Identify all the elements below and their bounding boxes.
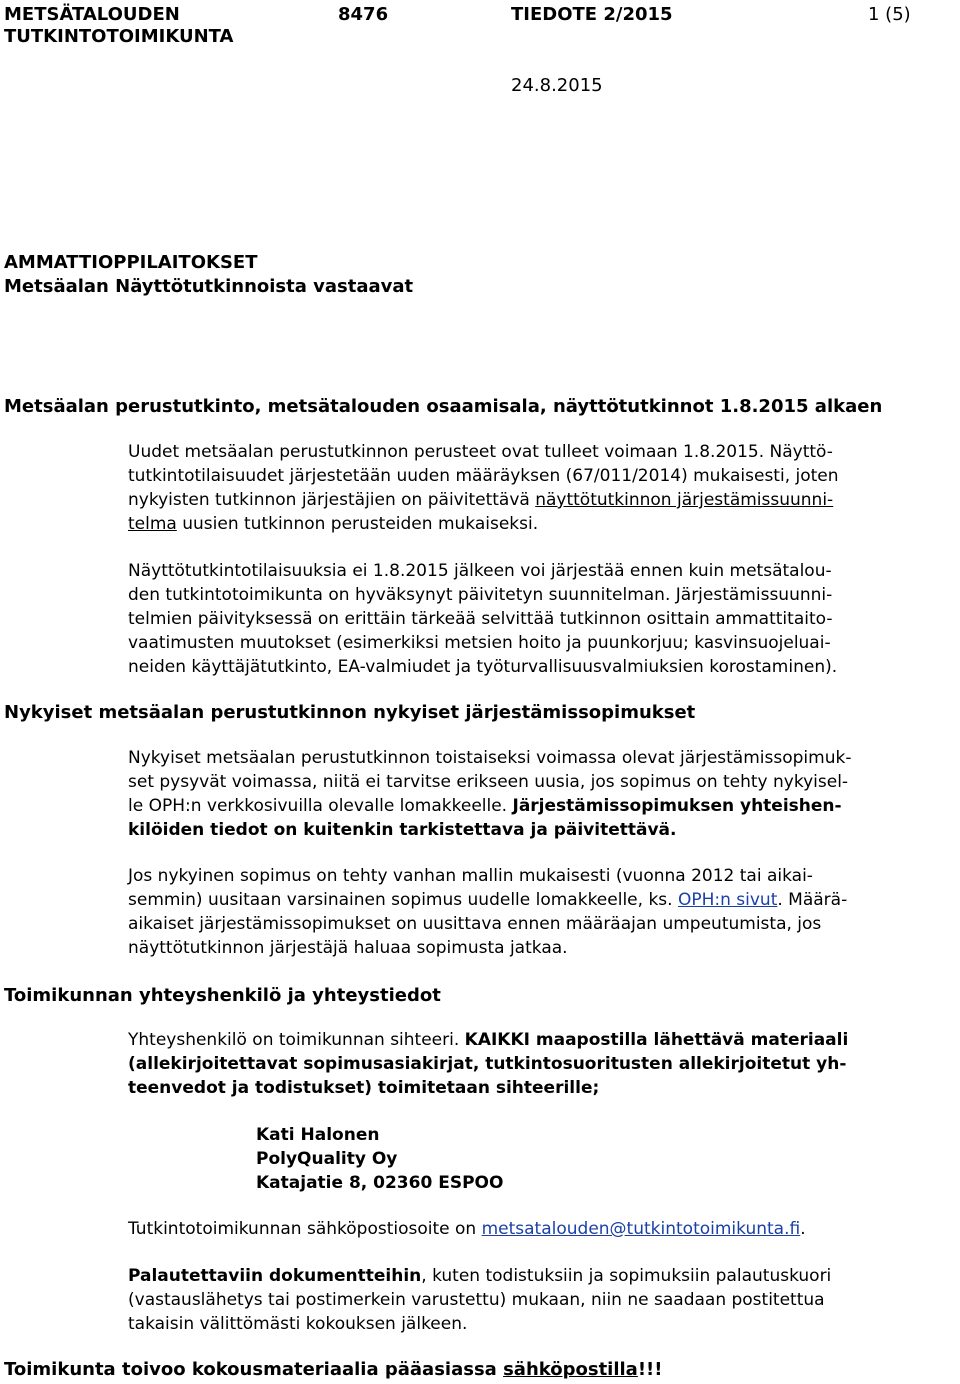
recipient-line1: AMMATTIOPPILAITOKSET: [4, 252, 258, 273]
paragraph-line: kilöiden tiedot on kuitenkin tarkistettava ja päivitettävä.: [128, 820, 677, 840]
section-heading-basic-degree: Metsäalan perustutkinto, metsätalouden osaamisala, näyttötutkinnot 1.8.2015 alkaen: [4, 396, 883, 417]
paragraph-line: [128, 490, 833, 510]
paragraph-line: vaatimusten muutokset (esimerkiksi metsien hoito ja puunkorjuu; kasvinsuojeluai-: [128, 633, 831, 653]
email-link[interactable]: metsatalouden@tutkintotoimikunta.fi: [481, 1219, 801, 1239]
paragraph-text: Tutkintotoimikunnan sähköpostiosoite on: [128, 1219, 482, 1239]
section-heading-contacts: Toimikunnan yhteyshenkilö ja yhteystiedot: [4, 985, 441, 1006]
paragraph-text: .: [800, 1219, 806, 1239]
email-line: [128, 1219, 806, 1239]
emphasis-text: Palautettaviin dokumentteihin: [128, 1266, 422, 1286]
paragraph-line: telmien päivityksessä on erittäin tärkeää selvittää tutkinnon osittain ammattitaito-: [128, 609, 833, 629]
paragraph-line: aikaiset järjestämissopimukset on uusittava ennen määräajan umpeutumista, jos: [128, 914, 822, 934]
paragraph-line: takaisin välittömästi kokouksen jälkeen.: [128, 1314, 468, 1334]
paragraph-line: näyttötutkinnon järjestäjä haluaa sopimusta jatkaa.: [128, 938, 568, 958]
section-heading-agreements: Nykyiset metsäalan perustutkinnon nykyiset järjestämissopimukset: [4, 702, 696, 723]
paragraph-line: [128, 796, 842, 816]
paragraph-line: [128, 890, 847, 910]
paragraph-text: uusien tutkinnon perusteiden mukaiseksi.: [176, 514, 539, 534]
paragraph-text: . Määrä-: [777, 890, 848, 910]
closing-exclamation: !!!: [637, 1359, 663, 1380]
address-name: Kati Halonen: [256, 1125, 380, 1145]
paragraph-line: [128, 1266, 831, 1286]
paragraph-line: (vastauslähetys tai postimerkein varustettu) mukaan, niin ne saadaan postitettua: [128, 1290, 825, 1310]
plan-link-part1[interactable]: näyttötutkinnon järjestämissuunni-: [535, 490, 834, 510]
address-company: PolyQuality Oy: [256, 1149, 398, 1169]
paragraph-line: [128, 514, 538, 534]
paragraph-line: set pysyvät voimassa, niitä ei tarvitse erikseen uusia, jos sopimus on tehty nykyisel-: [128, 772, 849, 792]
plan-link-part2[interactable]: telma: [128, 514, 177, 534]
email-emphasis: sähköpostilla: [503, 1359, 638, 1380]
paragraph-line: den tutkintotoimikunta on hyväksynyt päivitetyn suunnitelman. Järjestämissuunni-: [128, 585, 833, 605]
paragraph-line: [128, 1030, 848, 1050]
paragraph-line: Näyttötutkintotilaisuuksia ei 1.8.2015 jälkeen voi järjestää ennen kuin metsätalou-: [128, 561, 832, 581]
paragraph-line: (allekirjoitettavat sopimusasiakirjat, tutkintosuoritusten allekirjoitetut yh-: [128, 1054, 847, 1074]
oph-pages-link[interactable]: OPH:n sivut: [677, 890, 778, 910]
paragraph-line: tutkintotilaisuudet järjestetään uuden määräyksen (67/011/2014) mukaisesti, joten: [128, 466, 839, 486]
page-number: 1 (5): [868, 4, 911, 25]
emphasis-text: Järjestämissopimuksen yhteishen-: [512, 796, 842, 816]
emphasis-text: KAIKKI maapostilla lähettävä materiaali: [464, 1030, 849, 1050]
paragraph-text: Yhteyshenkilö on toimikunnan sihteeri.: [128, 1030, 465, 1050]
org-name-line2: TUTKINTOTOIMIKUNTA: [4, 26, 234, 47]
paragraph-text: le OPH:n verkkosivuilla olevalle lomakkeelle.: [128, 796, 513, 816]
paragraph-line: teenvedot ja todistukset) toimitetaan sihteerille;: [128, 1078, 600, 1098]
bulletin-date: 24.8.2015: [511, 75, 603, 96]
paragraph-line: Jos nykyinen sopimus on tehty vanhan mallin mukaisesti (vuonna 2012 tai aikai-: [128, 866, 813, 886]
paragraph-text: nykyisten tutkinnon järjestäjien on päivitettävä: [128, 490, 536, 510]
paragraph-text: semmin) uusitaan varsinainen sopimus uudelle lomakkeelle, ks.: [128, 890, 678, 910]
org-name-line1: METSÄTALOUDEN: [4, 4, 180, 25]
org-number: 8476: [338, 4, 389, 25]
address-street: Katajatie 8, 02360 ESPOO: [256, 1173, 504, 1193]
bulletin-title: TIEDOTE 2/2015: [511, 4, 673, 25]
recipient-line2: Metsäalan Näyttötutkinnoista vastaavat: [4, 276, 414, 297]
paragraph-text: , kuten todistuksiin ja sopimuksiin palautuskuori: [421, 1266, 832, 1286]
closing-text: Toimikunta toivoo kokousmateriaalia pääasiassa: [4, 1359, 504, 1380]
paragraph-line: Nykyiset metsäalan perustutkinnon toistaiseksi voimassa olevat järjestämissopimuk-: [128, 748, 852, 768]
paragraph-line: neiden käyttäjätutkinto, EA-valmiudet ja työturvallisuusvalmiuksien korostaminen).: [128, 657, 838, 677]
paragraph-line: Uudet metsäalan perustutkinnon perusteet ovat tulleet voimaan 1.8.2015. Näyttö-: [128, 442, 833, 462]
closing-note: [4, 1359, 662, 1380]
